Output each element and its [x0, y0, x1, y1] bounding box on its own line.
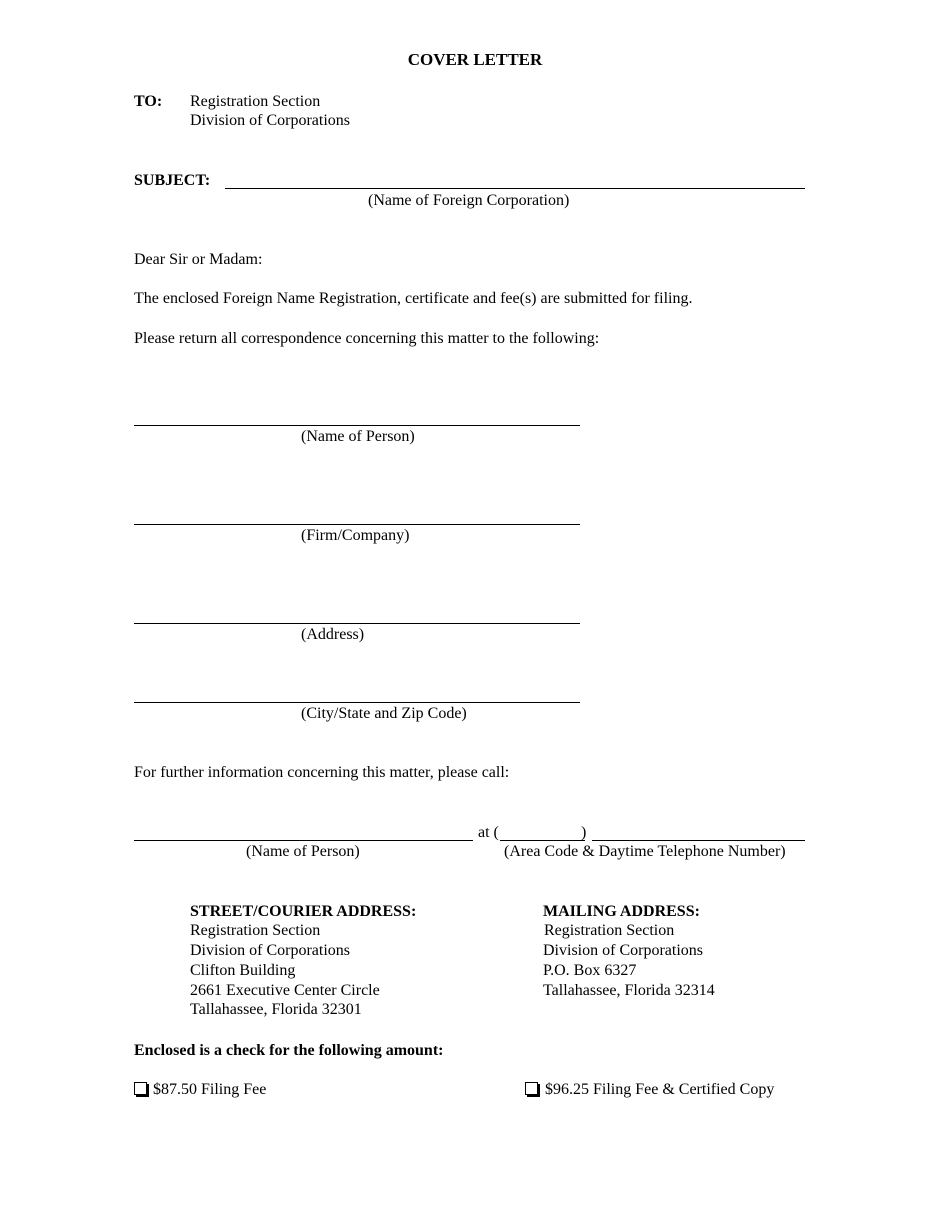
filing-fee-label: $87.50 Filing Fee: [153, 1081, 267, 1098]
phone-number-line[interactable]: [592, 840, 805, 841]
address-caption: (Address): [301, 626, 365, 643]
mailing-address-line: Division of Corporations: [543, 942, 703, 959]
street-address-line: Registration Section: [190, 922, 321, 939]
mailing-address-heading: MAILING ADDRESS:: [543, 903, 700, 920]
street-address-heading: STREET/COURIER ADDRESS:: [190, 903, 417, 920]
name-of-person-caption: (Name of Person): [301, 428, 415, 445]
address-line[interactable]: [134, 623, 580, 624]
subject-label: SUBJECT:: [134, 172, 211, 189]
certified-copy-checkbox[interactable]: [525, 1082, 538, 1095]
mailing-address-line: Tallahassee, Florida 32314: [543, 982, 715, 999]
street-address-line: 2661 Executive Center Circle: [190, 982, 380, 999]
mailing-address-line: P.O. Box 6327: [543, 962, 637, 979]
page-title: COVER LETTER: [407, 50, 543, 69]
to-line-2: Division of Corporations: [190, 112, 350, 129]
contact-name-caption: (Name of Person): [246, 843, 360, 860]
firm-company-line[interactable]: [134, 524, 580, 525]
firm-company-caption: (Firm/Company): [301, 527, 410, 544]
phone-caption: (Area Code & Daytime Telephone Number): [504, 843, 786, 860]
to-label: TO:: [134, 93, 163, 110]
filing-fee-checkbox[interactable]: [134, 1082, 147, 1095]
city-state-zip-caption: (City/State and Zip Code): [301, 705, 467, 722]
street-address-line: Tallahassee, Florida 32301: [190, 1001, 362, 1018]
subject-caption: (Name of Foreign Corporation): [368, 192, 570, 209]
contact-name-line[interactable]: [134, 840, 473, 841]
city-state-zip-line[interactable]: [134, 702, 580, 703]
at-label: at (: [478, 824, 499, 841]
to-line-1: Registration Section: [190, 93, 321, 110]
salutation: Dear Sir or Madam:: [134, 251, 263, 268]
body-paragraph-1: The enclosed Foreign Name Registration, certificate and fee(s) are submitted for filing.: [134, 290, 693, 307]
body-paragraph-2: Please return all correspondence concerning this matter to the following:: [134, 330, 600, 347]
close-paren: ): [581, 824, 587, 841]
mailing-address-line: Registration Section: [544, 922, 675, 939]
subject-input-line[interactable]: [225, 188, 805, 189]
street-address-line: Division of Corporations: [190, 942, 350, 959]
name-of-person-line[interactable]: [134, 425, 580, 426]
contact-prompt: For further information concerning this matter, please call:: [134, 764, 510, 781]
certified-copy-label: $96.25 Filing Fee & Certified Copy: [545, 1081, 775, 1098]
area-code-line[interactable]: [500, 840, 585, 841]
payment-heading: Enclosed is a check for the following amount:: [134, 1042, 444, 1059]
street-address-line: Clifton Building: [190, 962, 296, 979]
